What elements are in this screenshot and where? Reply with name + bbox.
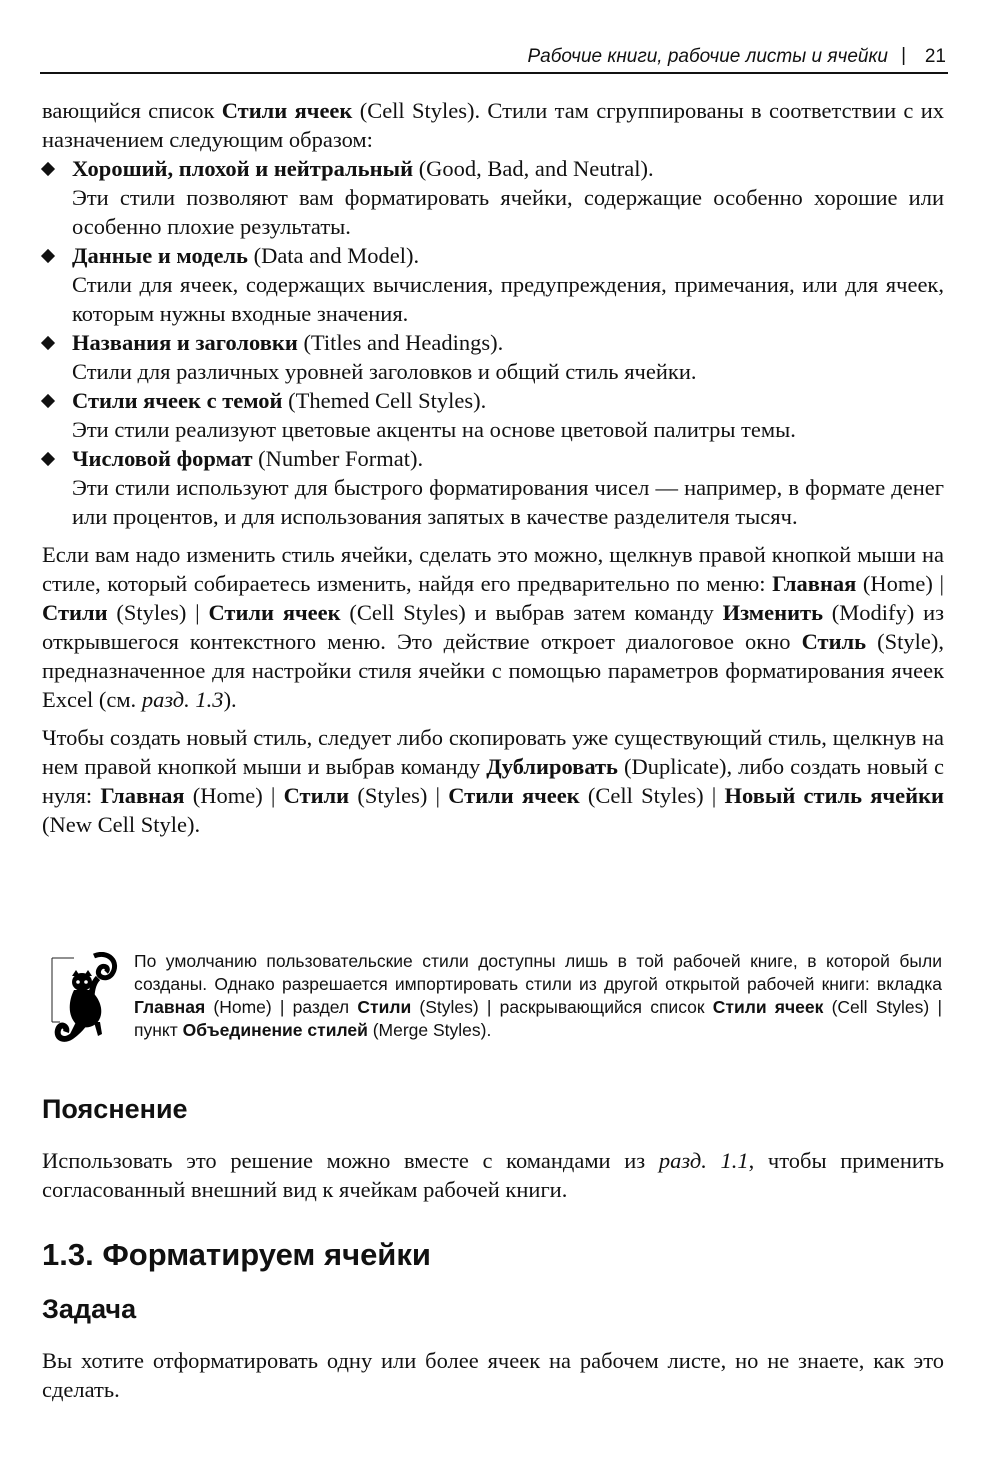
- intro-paragraph: вающийся список Стили ячеек (Cell Styles). Стили там сгруппированы в соответствии с их назначением следующим образом:: [42, 98, 944, 152]
- task-heading: Задача: [42, 1294, 137, 1324]
- list-item: Данные и модель (Data and Model).: [42, 241, 944, 270]
- page-number: 21: [924, 46, 946, 67]
- section-heading: 1.3. Форматируем ячейки: [42, 1237, 431, 1272]
- explanation-paragraph: Использовать это решение можно вместе с командами из разд. 1.1, чтобы применить согласованный внешний вид к ячейкам рабочей книги.: [42, 1148, 944, 1202]
- explanation-heading: Пояснение: [42, 1094, 188, 1124]
- main-text: [42, 96, 944, 839]
- tip-text: По умолчанию пользовательские стили доступны лишь в той рабочей книге, в которой были созданы. Однако разрешается импортировать стили из другой открытой рабочей книги: вкладка Главная (Home) | раздел Стили (Styles) | раскрывающийся список Стили ячеек (Cell Styles) | пункт Объединение стилей (Merge Styles).: [134, 951, 942, 1040]
- chapter-title: Рабочие книги, рабочие листы и ячейки: [527, 46, 888, 67]
- list-item: Хороший, плохой и нейтральный (Good, Bad, and Neutral).: [42, 154, 944, 183]
- list-item-description: Эти стили используют для быстрого форматирования чисел — например, в формате денег или процентов, и для использования запятых в качестве разделителя тысяч.: [72, 475, 944, 529]
- list-item: Названия и заголовки (Titles and Headings).: [42, 328, 944, 357]
- tip-note: [42, 950, 944, 1072]
- task-paragraph: Вы хотите отформатировать одну или более ячеек на рабочем листе, но не знаете, как это сделать.: [42, 1348, 944, 1402]
- diamond-bullet-icon: [41, 336, 55, 350]
- list-item-description: Стили для различных уровней заголовков и общий стиль ячейки.: [72, 359, 697, 384]
- modify-style-paragraph: Если вам надо изменить стиль ячейки, сделать это можно, щелкнув правой кнопкой мыши на стиле, который собираетесь изменить, найдя его предварительно по меню: Главная (Home) | Стили (Styles) | Стили ячеек (Cell Styles) и выбрав затем команду Изменить (Modify) из открывшегося контекстного меню. Это действие откроет диалоговое окно Стиль (Style), предназначенное для настройки стиля ячейки с помощью параметров форматирования ячеек Excel (см. разд. 1.3).: [42, 542, 944, 712]
- header-separator: |: [901, 45, 906, 66]
- lemur-icon: [50, 952, 126, 1048]
- diamond-bullet-icon: [41, 452, 55, 466]
- list-item-description: Эти стили позволяют вам форматировать ячейки, содержащие особенно хорошие или особенно плохие результаты.: [72, 185, 944, 239]
- create-style-paragraph: Чтобы создать новый стиль, следует либо скопировать уже существующий стиль, щелкнув на нем правой кнопкой мыши и выбрав команду Дублировать (Duplicate), либо создать новый с нуля: Главная (Home) | Стили (Styles) | Стили ячеек (Cell Styles) | Новый стиль ячейки (New Cell Style).: [42, 725, 945, 837]
- list-item: Числовой формат (Number Format).: [42, 444, 944, 473]
- list-item-description: Стили для ячеек, содержащих вычисления, предупреждения, примечания, или для ячеек, которым нужны входные значения.: [72, 272, 944, 326]
- diamond-bullet-icon: [41, 162, 55, 176]
- list-item-description: Эти стили реализуют цветовые акценты на основе цветовой палитры темы.: [72, 417, 796, 442]
- running-header: [40, 44, 948, 74]
- diamond-bullet-icon: [41, 394, 55, 408]
- list-item: Стили ячеек с темой (Themed Cell Styles).: [42, 386, 944, 415]
- diamond-bullet-icon: [41, 249, 55, 263]
